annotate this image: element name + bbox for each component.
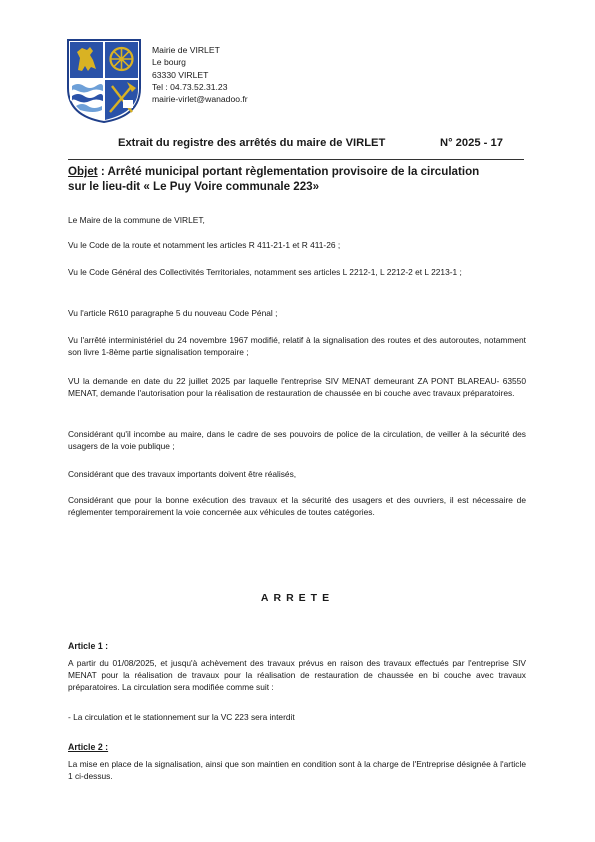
registry-title: Extrait du registre des arrêtés du maire de VIRLET: [118, 137, 386, 149]
preamble-paragraph: Considérant qu'il incombe au maire, dans le cadre de ses pouvoirs de police de la circulation, de veiller à la sécurité des usagers de la voie publique ;: [68, 429, 526, 452]
article-2-paragraph: La mise en place de la signalisation, ainsi que son maintien en condition sont à la charge de l'Entreprise désignée à l'article 1 ci-dessus.: [68, 759, 526, 782]
municipal-crest-icon: [66, 38, 142, 124]
preamble-paragraph: Vu l'article R610 paragraphe 5 du nouveau Code Pénal ;: [68, 308, 278, 318]
mairie-street: Le bourg: [152, 57, 186, 68]
header-divider: [68, 159, 524, 160]
objet-label: Objet: [68, 165, 98, 178]
arrete-title: ARRETE: [260, 592, 335, 604]
article-1-paragraph: - La circulation et le stationnement sur la VC 223 sera interdit: [68, 712, 295, 722]
mairie-phone: Tel : 04.73.52.31.23: [152, 81, 228, 92]
mairie-email: mairie-virlet@wanadoo.fr: [152, 94, 248, 105]
article-2-heading: Article 2 :: [68, 742, 109, 752]
preamble-paragraph: Vu l'arrêté interministériel du 24 novembre 1967 modifié, relatif à la signalisation des routes et des autoroutes, notamment son livre 1-8ème partie signalisation temporaire ;: [68, 335, 526, 358]
article-1-heading: Article 1 :: [68, 641, 109, 651]
objet-text: : Arrêté municipal portant règlementation provisoire de la circulation sur le lieu-dit « Le Puy Voire communale 223»: [68, 165, 480, 193]
mairie-city: 63330 VIRLET: [152, 69, 209, 80]
preamble-paragraph: VU la demande en date du 22 juillet 2025 par laquelle l'entreprise SIV MENAT demeurant ZA PONT BLAREAU- 63550 MENAT, demande l'autorisation pour la réalisation de restauration de chaussée en bi couche avec travaux préparatoires.: [68, 376, 526, 399]
mairie-name: Mairie de VIRLET: [152, 45, 220, 55]
objet-heading: [68, 164, 498, 194]
registry-number: N° 2025 - 17: [440, 137, 503, 149]
mairie-address-block: [152, 44, 248, 105]
preamble-paragraph: Considérant que des travaux importants doivent être réalisés,: [68, 469, 297, 479]
preamble-paragraph: Vu le Code Général des Collectivités Territoriales, notamment ses articles L 2212-1, L 2212-2 et L 2213-1 ;: [68, 267, 462, 277]
preamble-paragraph: Le Maire de la commune de VIRLET,: [68, 215, 205, 225]
article-1-paragraph: A partir du 01/08/2025, et jusqu'à achèvement des travaux prévus en raison des travaux effectués par l'entreprise SIV MENAT pour la réalisation de travaux pour la réalisation de restauration de chaussée en bi couche avec travaux préparatoires. La circulation sera modifiée comme suit :: [68, 658, 526, 693]
preamble-paragraph: Vu le Code de la route et notamment les articles R 411-21-1 et R 411-26 ;: [68, 240, 341, 250]
preamble-paragraph: Considérant que pour la bonne exécution des travaux et la sécurité des usagers et des ouvriers, il est nécessaire de réglementer temporairement la voie concernée aux véhicules de toutes catégories.: [68, 495, 526, 518]
